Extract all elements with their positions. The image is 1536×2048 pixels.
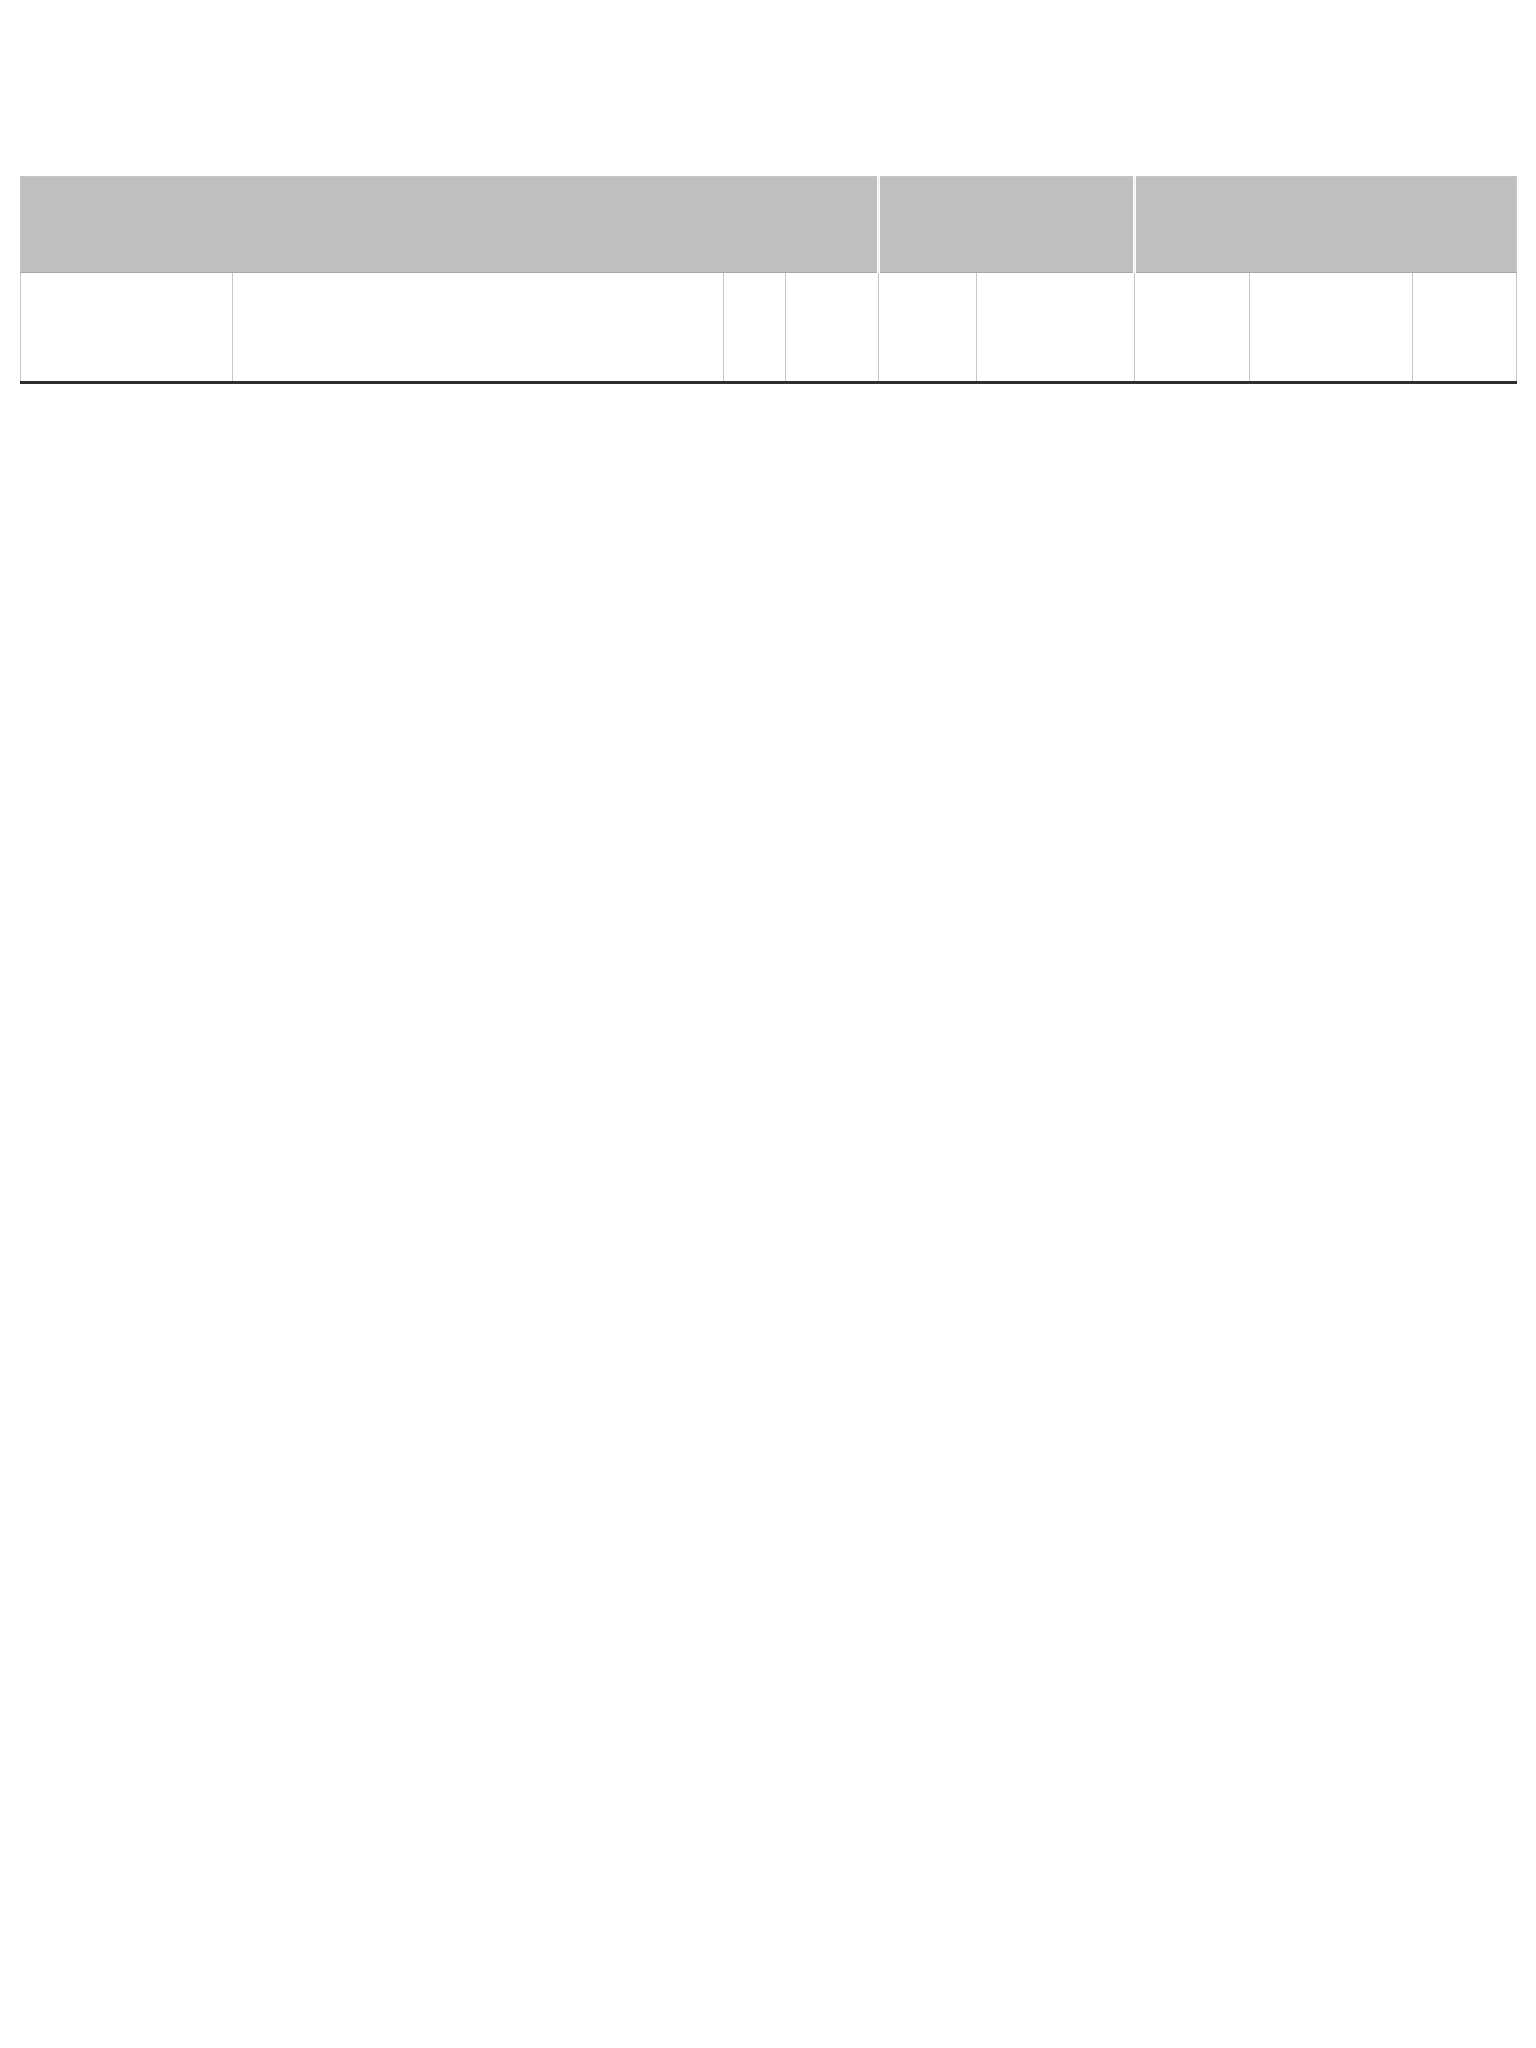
col-header-description — [233, 273, 724, 383]
group-header-normal-price — [879, 177, 1135, 273]
group-header-row — [21, 177, 1517, 273]
column-header-row — [21, 273, 1517, 383]
quotation-table — [20, 176, 1517, 384]
col-header-unit-price — [879, 273, 977, 383]
group-header-products — [21, 177, 879, 273]
notes-section — [42, 440, 1496, 471]
col-header-promo-end — [1413, 273, 1517, 383]
col-header-promo-unit-price — [1135, 273, 1250, 383]
page-header — [0, 0, 1536, 176]
col-header-total — [977, 273, 1135, 383]
col-header-qty — [786, 273, 879, 383]
notes-heading — [42, 440, 1496, 471]
col-header-article — [21, 273, 233, 383]
group-header-net-price — [1135, 177, 1517, 273]
col-header-unit — [724, 273, 786, 383]
table-header — [21, 177, 1517, 383]
col-header-promo-total — [1250, 273, 1413, 383]
